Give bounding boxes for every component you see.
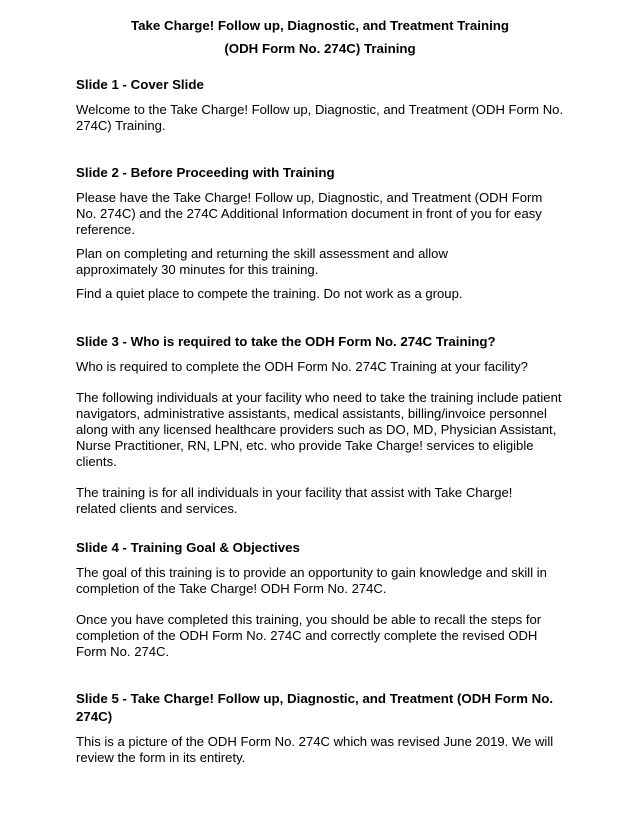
slide-3-paragraph-3: The training is for all individuals in your facility that assist with Take Charge! related clients and services.: [76, 485, 513, 516]
slide-2-paragraph-1: Please have the Take Charge! Follow up, Diagnostic, and Treatment (ODH Form No. 274C) and the 274C Additional Information document in front of you for easy reference.: [76, 190, 543, 237]
document-body: [76, 76, 576, 766]
slide-1-paragraph-1: Welcome to the Take Charge! Follow up, Diagnostic, and Treatment (ODH Form No. 274C) Training.: [76, 102, 564, 133]
slide-5-paragraph-1: This is a picture of the ODH Form No. 274C which was revised June 2019. We will review the form in its entirety.: [76, 734, 554, 765]
slide-2-section: [76, 164, 576, 302]
slide-4-section: [76, 539, 576, 660]
slide-5-heading: Slide 5 - Take Charge! Follow up, Diagnostic, and Treatment (ODH Form No. 274C): [76, 691, 554, 724]
document-title-line-1: Take Charge! Follow up, Diagnostic, and Treatment Training: [130, 18, 510, 33]
slide-2-paragraph-2: Plan on completing and returning the skill assessment and allow approximately 30 minutes for this training.: [76, 246, 448, 277]
slide-3-paragraph-2: The following individuals at your facility who need to take the training include patient navigators, administrative assistants, medical assistants, billing/invoice personnel along with any licensed healthcare providers such as DO, MD, Physician Assistant, Nurse Practitioner, RN, LPN, etc. who provide Take Charge! services to eligible clients.: [76, 390, 562, 469]
slide-1-heading: Slide 1 - Cover Slide: [76, 77, 204, 92]
slide-1-section: [76, 76, 576, 134]
slide-4-paragraph-2: Once you have completed this training, you should be able to recall the steps for completion of the ODH Form No. 274C and correctly complete the revised ODH Form No. 274C.: [76, 612, 542, 659]
slide-3-paragraph-1: Who is required to complete the ODH Form No. 274C Training at your facility?: [76, 359, 528, 374]
slide-4-heading: Slide 4 - Training Goal & Objectives: [76, 540, 300, 555]
slide-3-section: [76, 333, 576, 517]
slide-5-section: [76, 690, 576, 766]
document-title-line-2: (ODH Form No. 274C) Training: [224, 41, 416, 56]
slide-2-heading: Slide 2 - Before Proceeding with Training: [76, 165, 335, 180]
slide-4-paragraph-1: The goal of this training is to provide an opportunity to gain knowledge and skill in completion of the Take Charge! ODH Form No. 274C.: [76, 565, 547, 596]
slide-3-heading: Slide 3 - Who is required to take the ODH Form No. 274C Training?: [76, 334, 496, 349]
slide-2-paragraph-3: Find a quiet place to compete the training. Do not work as a group.: [76, 286, 463, 301]
